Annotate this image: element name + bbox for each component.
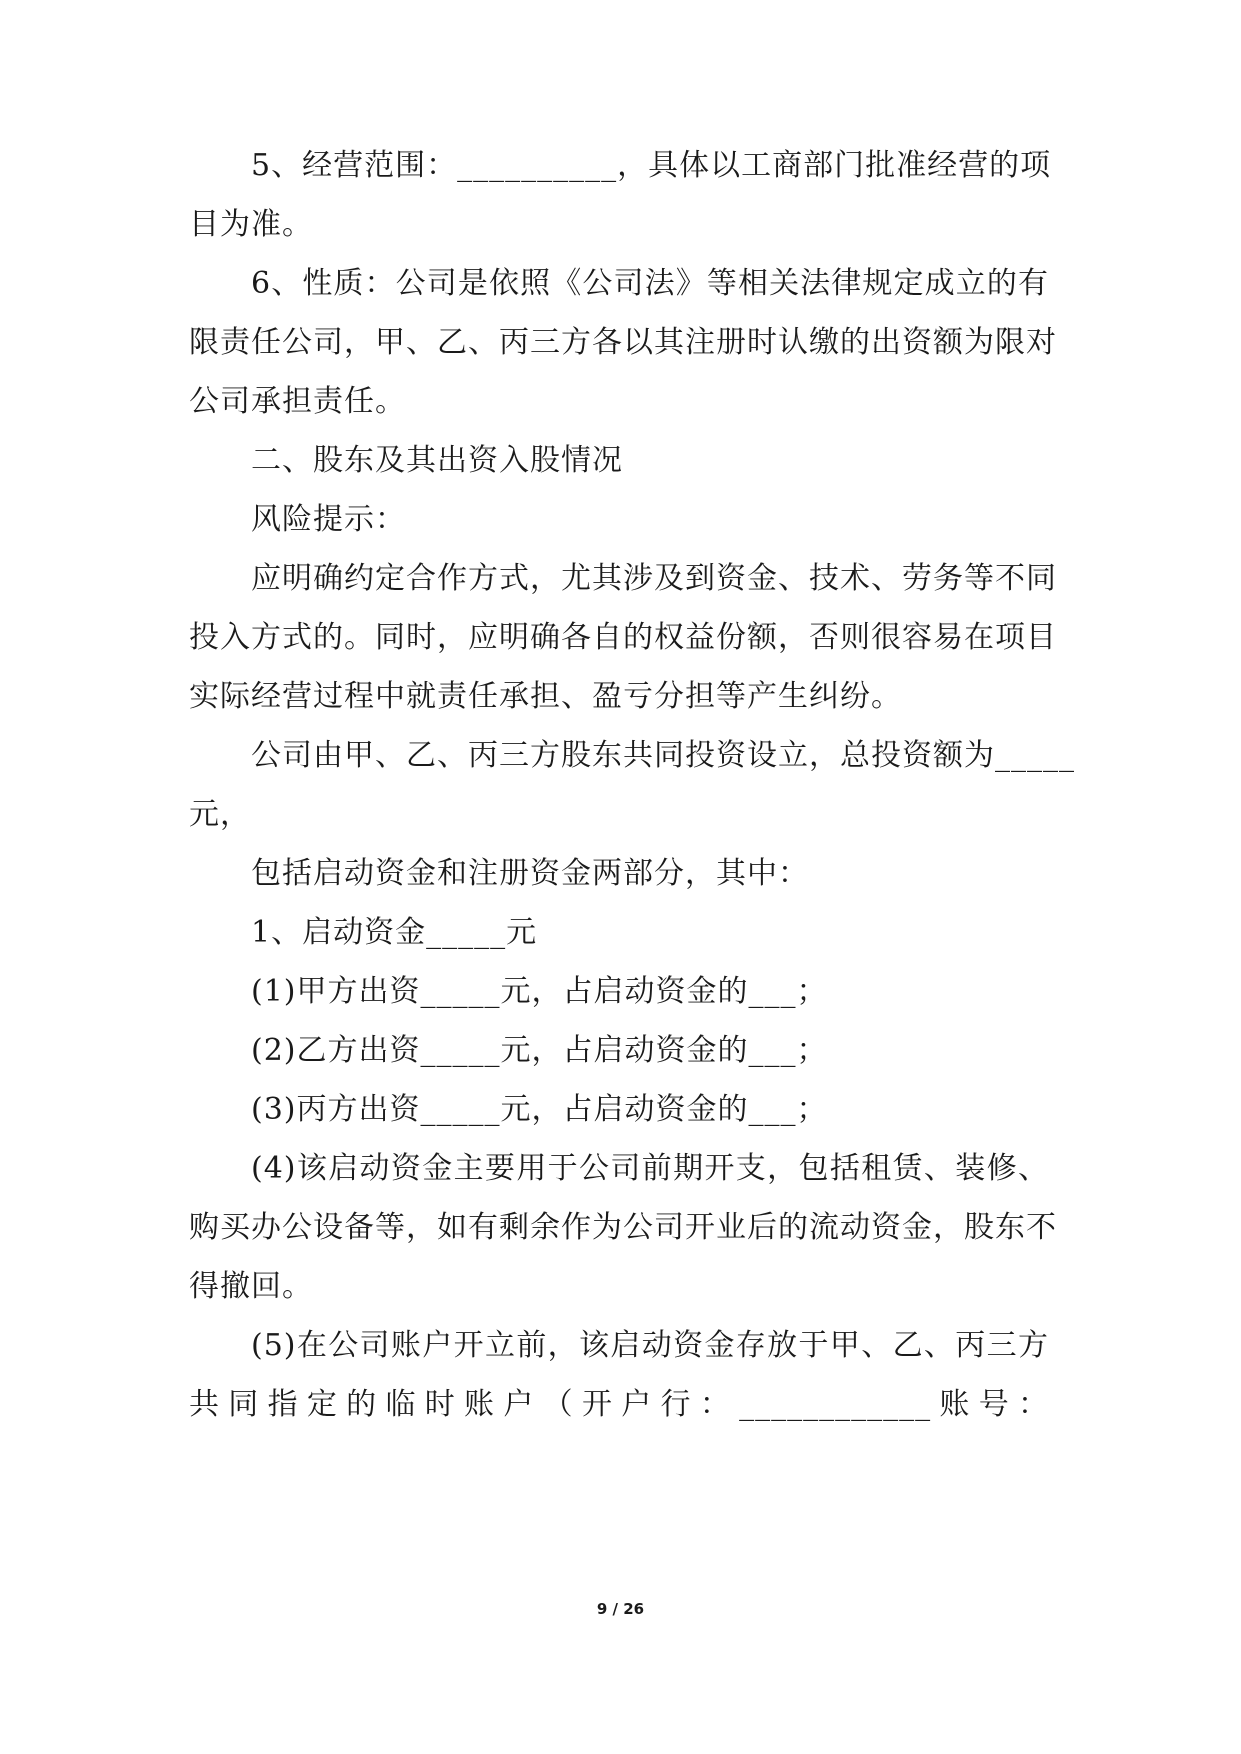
paragraph-line: 投入方式的。同时，应明确各自的权益份额，否则很容易在项目 xyxy=(189,620,1057,655)
paragraph-line: 实际经营过程中就责任承担、盈亏分担等产生纠纷。 xyxy=(189,679,902,714)
paragraph-line: 公司承担责任。 xyxy=(189,384,406,419)
risk-note-label: 风险提示： xyxy=(251,502,406,537)
list-item: (5)在公司账户开立前，该启动资金存放于甲、乙、丙三方 xyxy=(251,1328,1049,1363)
paragraph-line: 共同指定的临时账户（开户行：____________账号： xyxy=(189,1387,1049,1422)
paragraph-line: 得撤回。 xyxy=(189,1269,313,1304)
paragraph-line: 包括启动资金和注册资金两部分，其中： xyxy=(251,856,809,891)
paragraph-line: 限责任公司，甲、乙、丙三方各以其注册时认缴的出资额为限对 xyxy=(189,325,1057,360)
paragraph-line: 5、经营范围：__________，具体以工商部门批准经营的项 xyxy=(251,148,1052,183)
page-number: 9 / 26 xyxy=(596,1600,645,1618)
list-item: (2)乙方出资_____元，占启动资金的___； xyxy=(251,1033,828,1068)
section-heading: 二、股东及其出资入股情况 xyxy=(251,443,623,478)
list-item: 1、启动资金_____元 xyxy=(251,915,538,950)
paragraph-line: 元， xyxy=(189,797,251,832)
paragraph-line: 购买办公设备等，如有剩余作为公司开业后的流动资金，股东不 xyxy=(189,1210,1057,1245)
paragraph-line: 6、性质：公司是依照《公司法》等相关法律规定成立的有 xyxy=(251,266,1049,301)
list-item: (1)甲方出资_____元，占启动资金的___； xyxy=(251,974,828,1009)
list-item: (4)该启动资金主要用于公司前期开支，包括租赁、装修、 xyxy=(251,1151,1049,1186)
list-item: (3)丙方出资_____元，占启动资金的___； xyxy=(251,1092,828,1127)
paragraph-line: 目为准。 xyxy=(189,207,313,242)
paragraph-line: 应明确约定合作方式，尤其涉及到资金、技术、劳务等不同 xyxy=(251,561,1057,596)
paragraph-line: 公司由甲、乙、丙三方股东共同投资设立，总投资额为_____ xyxy=(251,738,1075,773)
